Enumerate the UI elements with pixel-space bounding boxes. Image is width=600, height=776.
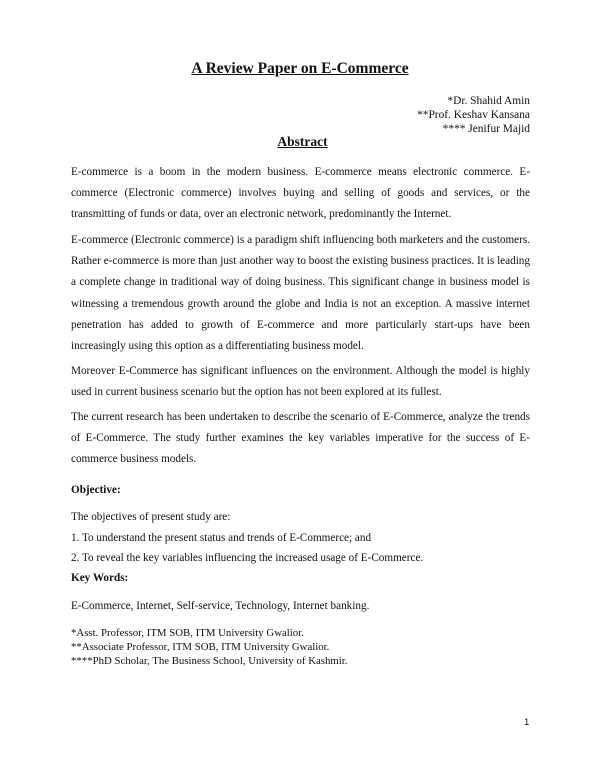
- author-3: **** Jenifur Majid: [442, 123, 530, 135]
- objective-item-1: 1. To understand the present status and trends of E-Commerce; and: [71, 532, 372, 544]
- footnote-2: **Associate Professor, ITM SOB, ITM University Gwalior.: [71, 640, 330, 653]
- objective-heading: Objective:: [71, 484, 121, 496]
- author-2: **Prof. Keshav Kansana: [417, 109, 530, 121]
- abstract-paragraph-4: The current research has been undertaken to describe the scenario of E-Commerce, analyze the trends of E-Commerce. The study further examines the key variables imperative for the success of E-commerce business models.: [71, 411, 530, 466]
- abstract-paragraph-3: Moreover E-Commerce has significant influences on the environment. Although the model is highly used in current business scenario but the option has not been explored at its fullest.: [71, 365, 530, 399]
- abstract-paragraph-1: E-commerce is a boom in the modern business. E-commerce means electronic commerce. E-commerce (Electronic commerce) involves buying and selling of goods and services, or the transmitting of funds or data, over an electronic network, predominantly the Internet.: [71, 166, 530, 221]
- footnote-3: ****PhD Scholar, The Business School, University of Kashmir.: [71, 654, 348, 667]
- abstract-heading: Abstract: [277, 134, 328, 149]
- footnotes: [71, 627, 347, 668]
- page-number: 1: [524, 717, 530, 728]
- author-1: *Dr. Shahid Amin: [447, 95, 530, 107]
- footnote-1: *Asst. Professor, ITM SOB, ITM University Gwalior.: [71, 627, 304, 639]
- keywords-text: E-Commerce, Internet, Self-service, Technology, Internet banking.: [71, 600, 370, 612]
- author-list: [417, 94, 530, 136]
- keywords-heading: Key Words:: [71, 572, 129, 584]
- paper-title: A Review Paper on E-Commerce: [191, 60, 409, 77]
- objective-intro: The objectives of present study are:: [71, 511, 231, 523]
- objective-item-2: 2. To reveal the key variables influencing the increased usage of E-Commerce.: [71, 552, 424, 564]
- abstract-paragraph-2: E-commerce (Electronic commerce) is a paradigm shift influencing both marketers and the customers. Rather e-commerce is more than just another way to boost the existing business practices. It is leading a complete change in traditional way of doing business. This significant change in business model is witnessing a tremendous growth around the globe and India is not an exception. A massive internet penetration has added to growth of E-commerce and more particularly start-ups have been increasingly using this option as a differentiating business model.: [71, 234, 530, 353]
